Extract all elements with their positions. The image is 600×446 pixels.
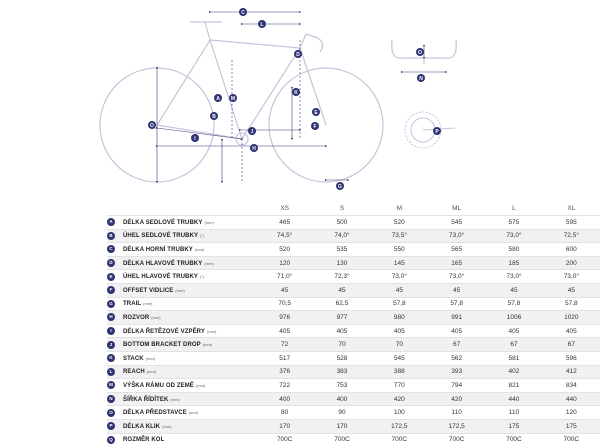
table-cell: 535 bbox=[313, 243, 370, 257]
row-label: TRAIL bbox=[123, 301, 142, 308]
row-badge: F bbox=[107, 286, 115, 294]
table-cell: 376 bbox=[256, 365, 313, 379]
row-unit: (mm) bbox=[162, 423, 172, 429]
row-unit: (mm) bbox=[207, 328, 217, 334]
diagram-badge-D bbox=[294, 50, 302, 58]
table-cell: 500 bbox=[313, 216, 370, 230]
table-row bbox=[107, 311, 600, 325]
row-unit: (mm) bbox=[188, 410, 199, 416]
row-badge: M bbox=[107, 381, 115, 389]
table-cell: 562 bbox=[428, 351, 485, 365]
table-row bbox=[107, 229, 600, 243]
row-unit: (mm) bbox=[143, 301, 153, 307]
row-label: ROZMĚR KOL bbox=[123, 437, 165, 444]
row-unit: (°) bbox=[200, 274, 205, 280]
row-unit: (mm) bbox=[170, 396, 180, 402]
row-label: BOTTOM BRACKET DROP bbox=[123, 342, 201, 349]
row-label: OFFSET VIDLICE bbox=[123, 287, 174, 294]
table-cell: 165 bbox=[428, 256, 485, 270]
size-header: XS bbox=[280, 204, 289, 212]
diagram-badge-A bbox=[214, 94, 222, 102]
diagram-badge-E bbox=[312, 108, 320, 116]
table-row bbox=[107, 256, 600, 270]
table-cell: 175 bbox=[543, 419, 600, 433]
table-cell: 45 bbox=[543, 283, 600, 297]
row-label: ROZVOR bbox=[123, 314, 150, 321]
row-badge: K bbox=[107, 354, 115, 362]
table-row bbox=[107, 365, 600, 379]
table-cell: 400 bbox=[313, 392, 370, 406]
table-cell: 110 bbox=[485, 406, 542, 420]
row-badge: D bbox=[107, 259, 115, 267]
table-cell: 400 bbox=[256, 392, 313, 406]
row-badge: L bbox=[107, 368, 115, 376]
row-unit: (mm) bbox=[175, 287, 185, 293]
row-unit: (°) bbox=[200, 233, 205, 239]
table-cell: 770 bbox=[371, 379, 428, 393]
table-cell: 722 bbox=[256, 379, 313, 393]
table-cell: 72 bbox=[256, 338, 313, 352]
table-cell: 581 bbox=[485, 351, 542, 365]
table-cell: 465 bbox=[256, 216, 313, 230]
diagram-badge-M bbox=[229, 94, 237, 102]
table-cell: 172,5 bbox=[428, 419, 485, 433]
svg-text:O: O bbox=[418, 50, 422, 56]
row-badge: H bbox=[107, 313, 115, 321]
table-cell: 520 bbox=[371, 216, 428, 230]
table-cell: 1006 bbox=[485, 311, 542, 325]
svg-text:A: A bbox=[216, 96, 220, 102]
table-cell: 405 bbox=[543, 324, 600, 338]
table-cell: 57,8 bbox=[428, 297, 485, 311]
svg-text:J: J bbox=[250, 129, 254, 135]
diagram-badge-K bbox=[292, 88, 300, 96]
svg-text:I: I bbox=[194, 136, 196, 142]
table-cell: 74,0° bbox=[313, 229, 370, 243]
row-badge: I bbox=[107, 327, 115, 335]
size-header: ML bbox=[452, 204, 462, 212]
table-cell: 700C bbox=[313, 433, 370, 446]
diagram-badge-J bbox=[248, 127, 256, 135]
row-label: ÚHEL SEDLOVÉ TRUBKY bbox=[123, 233, 199, 240]
diagram-badge-H bbox=[250, 144, 258, 152]
table-cell: 73,0° bbox=[485, 229, 542, 243]
table-cell: 550 bbox=[371, 243, 428, 257]
row-label: DÉLKA HORNÍ TRUBKY bbox=[123, 246, 193, 253]
row-label: ŠÍŘKA ŘÍDÍTEK bbox=[123, 396, 169, 403]
table-cell: 200 bbox=[543, 256, 600, 270]
diagram-badge-O2 bbox=[416, 48, 424, 56]
table-cell: 700C bbox=[256, 433, 313, 446]
row-label: DÉLKA HLAVOVÉ TRUBKY bbox=[123, 260, 203, 267]
table-cell: 145 bbox=[371, 256, 428, 270]
table-cell: 977 bbox=[313, 311, 370, 325]
table-cell: 528 bbox=[313, 351, 370, 365]
row-label: ÚHEL HLAVOVÉ TRUBKY bbox=[123, 274, 199, 281]
table-row bbox=[107, 351, 600, 365]
size-header: M bbox=[396, 204, 403, 212]
table-cell: 73,0° bbox=[485, 270, 542, 284]
row-unit: (mm) bbox=[145, 355, 156, 361]
table-cell: 700C bbox=[485, 433, 542, 446]
table-cell: 130 bbox=[313, 256, 370, 270]
table-cell: 405 bbox=[485, 324, 542, 338]
table-cell: 595 bbox=[543, 216, 600, 230]
table-cell: 545 bbox=[371, 351, 428, 365]
table-cell: 100 bbox=[371, 406, 428, 420]
size-header: S bbox=[339, 204, 345, 212]
bike-geometry-diagram bbox=[0, 0, 600, 200]
row-unit: (mm) bbox=[204, 219, 214, 225]
table-cell: 170 bbox=[313, 419, 370, 433]
table-row bbox=[107, 216, 600, 230]
row-label: STACK bbox=[123, 355, 144, 362]
table-cell: 110 bbox=[428, 406, 485, 420]
row-unit: (mm) bbox=[204, 260, 214, 266]
table-cell: 834 bbox=[543, 379, 600, 393]
diagram-badge-B bbox=[210, 112, 218, 120]
svg-text:H: H bbox=[252, 146, 256, 152]
svg-text:K: K bbox=[294, 90, 298, 96]
geometry-table bbox=[107, 201, 600, 446]
table-cell: 73,5° bbox=[371, 229, 428, 243]
table-cell: 70,5 bbox=[256, 297, 313, 311]
table-row bbox=[107, 379, 600, 393]
row-badge: C bbox=[107, 245, 115, 253]
svg-text:L: L bbox=[260, 22, 264, 28]
table-cell: 73,0° bbox=[428, 229, 485, 243]
table-cell: 45 bbox=[371, 283, 428, 297]
table-cell: 440 bbox=[543, 392, 600, 406]
table-cell: 420 bbox=[428, 392, 485, 406]
table-cell: 580 bbox=[485, 243, 542, 257]
table-cell: 393 bbox=[428, 365, 485, 379]
row-label: DÉLKA PŘEDSTAVCE bbox=[123, 410, 187, 417]
table-cell: 67 bbox=[485, 338, 542, 352]
table-cell: 405 bbox=[313, 324, 370, 338]
row-label: VÝŠKA RÁMU OD ZEMĚ bbox=[123, 382, 194, 389]
table-cell: 120 bbox=[256, 256, 313, 270]
row-label: DÉLKA KLIK bbox=[123, 423, 161, 430]
table-cell: 72,3° bbox=[313, 270, 370, 284]
row-badge: E bbox=[107, 273, 115, 281]
table-cell: 440 bbox=[485, 392, 542, 406]
row-badge: N bbox=[107, 395, 115, 403]
table-cell: 90 bbox=[313, 406, 370, 420]
table-cell: 405 bbox=[256, 324, 313, 338]
row-badge: Q bbox=[107, 436, 115, 444]
svg-text:N: N bbox=[419, 76, 423, 82]
svg-text:D: D bbox=[296, 52, 300, 58]
diagram-badge-G bbox=[336, 182, 344, 190]
table-cell: 57,8 bbox=[371, 297, 428, 311]
table-cell: 520 bbox=[256, 243, 313, 257]
svg-text:E: E bbox=[314, 110, 318, 116]
table-cell: 405 bbox=[428, 324, 485, 338]
table-cell: 596 bbox=[543, 351, 600, 365]
size-header: XL bbox=[567, 204, 576, 212]
table-cell: 976 bbox=[256, 311, 313, 325]
table-cell: 991 bbox=[428, 311, 485, 325]
table-row bbox=[107, 243, 600, 257]
table-cell: 405 bbox=[371, 324, 428, 338]
table-cell: 57,8 bbox=[485, 297, 542, 311]
row-badge: B bbox=[107, 232, 115, 240]
table-cell: 67 bbox=[543, 338, 600, 352]
table-cell: 70 bbox=[371, 338, 428, 352]
table-cell: 175 bbox=[485, 419, 542, 433]
row-label: REACH bbox=[123, 369, 145, 376]
table-cell: 67 bbox=[428, 338, 485, 352]
table-cell: 575 bbox=[485, 216, 542, 230]
table-cell: 72,5° bbox=[543, 229, 600, 243]
table-cell: 420 bbox=[371, 392, 428, 406]
table-cell: 185 bbox=[485, 256, 542, 270]
row-label: DÉLKA SEDLOVÉ TRUBKY bbox=[123, 219, 203, 226]
table-cell: 980 bbox=[371, 311, 428, 325]
row-unit: (mm) bbox=[146, 369, 157, 375]
table-cell: 388 bbox=[371, 365, 428, 379]
row-badge: P bbox=[107, 422, 115, 430]
svg-text:G: G bbox=[338, 184, 342, 190]
diagram-badge-N bbox=[417, 74, 425, 82]
table-cell: 412 bbox=[543, 365, 600, 379]
table-row bbox=[107, 297, 600, 311]
table-row bbox=[107, 419, 600, 433]
table-cell: 57,8 bbox=[543, 297, 600, 311]
svg-text:C: C bbox=[241, 10, 245, 16]
diagram-badge-I bbox=[191, 134, 199, 142]
table-cell: 73,0° bbox=[428, 270, 485, 284]
table-cell: 545 bbox=[428, 216, 485, 230]
diagram-badge-O bbox=[148, 121, 156, 129]
table-cell: 70 bbox=[313, 338, 370, 352]
table-cell: 402 bbox=[485, 365, 542, 379]
table-cell: 74,5° bbox=[256, 229, 313, 243]
row-unit: (mm) bbox=[202, 342, 213, 348]
svg-text:B: B bbox=[212, 114, 216, 120]
frame bbox=[157, 22, 326, 139]
table-cell: 383 bbox=[313, 365, 370, 379]
size-header-row bbox=[107, 201, 600, 216]
table-cell: 45 bbox=[485, 283, 542, 297]
svg-text:P: P bbox=[435, 129, 439, 135]
table-row bbox=[107, 392, 600, 406]
table-cell: 821 bbox=[485, 379, 542, 393]
row-badge: J bbox=[107, 341, 115, 349]
table-row bbox=[107, 283, 600, 297]
table-row bbox=[107, 270, 600, 284]
table-row bbox=[107, 406, 600, 420]
table-cell: 794 bbox=[428, 379, 485, 393]
svg-text:M: M bbox=[230, 96, 236, 102]
table-row bbox=[107, 338, 600, 352]
row-badge: O bbox=[107, 409, 115, 417]
diagram-badge-P bbox=[433, 127, 441, 135]
table-cell: 1020 bbox=[543, 311, 600, 325]
table-cell: 700C bbox=[371, 433, 428, 446]
diagram-badge-F bbox=[311, 122, 319, 130]
table-cell: 170 bbox=[256, 419, 313, 433]
table-cell: 73,0° bbox=[371, 270, 428, 284]
table-cell: 45 bbox=[256, 283, 313, 297]
table-cell: 45 bbox=[428, 283, 485, 297]
table-cell: 600 bbox=[543, 243, 600, 257]
table-cell: 80 bbox=[256, 406, 313, 420]
row-badge: A bbox=[107, 218, 115, 226]
table-cell: 565 bbox=[428, 243, 485, 257]
table-cell: 517 bbox=[256, 351, 313, 365]
svg-text:O: O bbox=[150, 123, 154, 129]
row-unit: (mm) bbox=[195, 382, 206, 388]
row-unit: (mm) bbox=[151, 314, 161, 320]
table-cell: 700C bbox=[543, 433, 600, 446]
table-cell: 45 bbox=[313, 283, 370, 297]
table-cell: 753 bbox=[313, 379, 370, 393]
table-cell: 73,0° bbox=[543, 270, 600, 284]
size-header: L bbox=[512, 204, 516, 212]
row-badge: G bbox=[107, 300, 115, 308]
row-unit: (mm) bbox=[194, 246, 205, 252]
table-cell: 700C bbox=[428, 433, 485, 446]
table-cell: 71,0° bbox=[256, 270, 313, 284]
table-row bbox=[107, 324, 600, 338]
table-cell: 62,5 bbox=[313, 297, 370, 311]
diagram-badge-C bbox=[239, 8, 247, 16]
diagram-badge-L bbox=[258, 20, 266, 28]
svg-text:F: F bbox=[313, 124, 317, 130]
table-cell: 120 bbox=[543, 406, 600, 420]
table-cell: 172,5 bbox=[371, 419, 428, 433]
row-label: DÉLKA ŘETĚZOVÉ VZPĚRY bbox=[123, 328, 205, 335]
